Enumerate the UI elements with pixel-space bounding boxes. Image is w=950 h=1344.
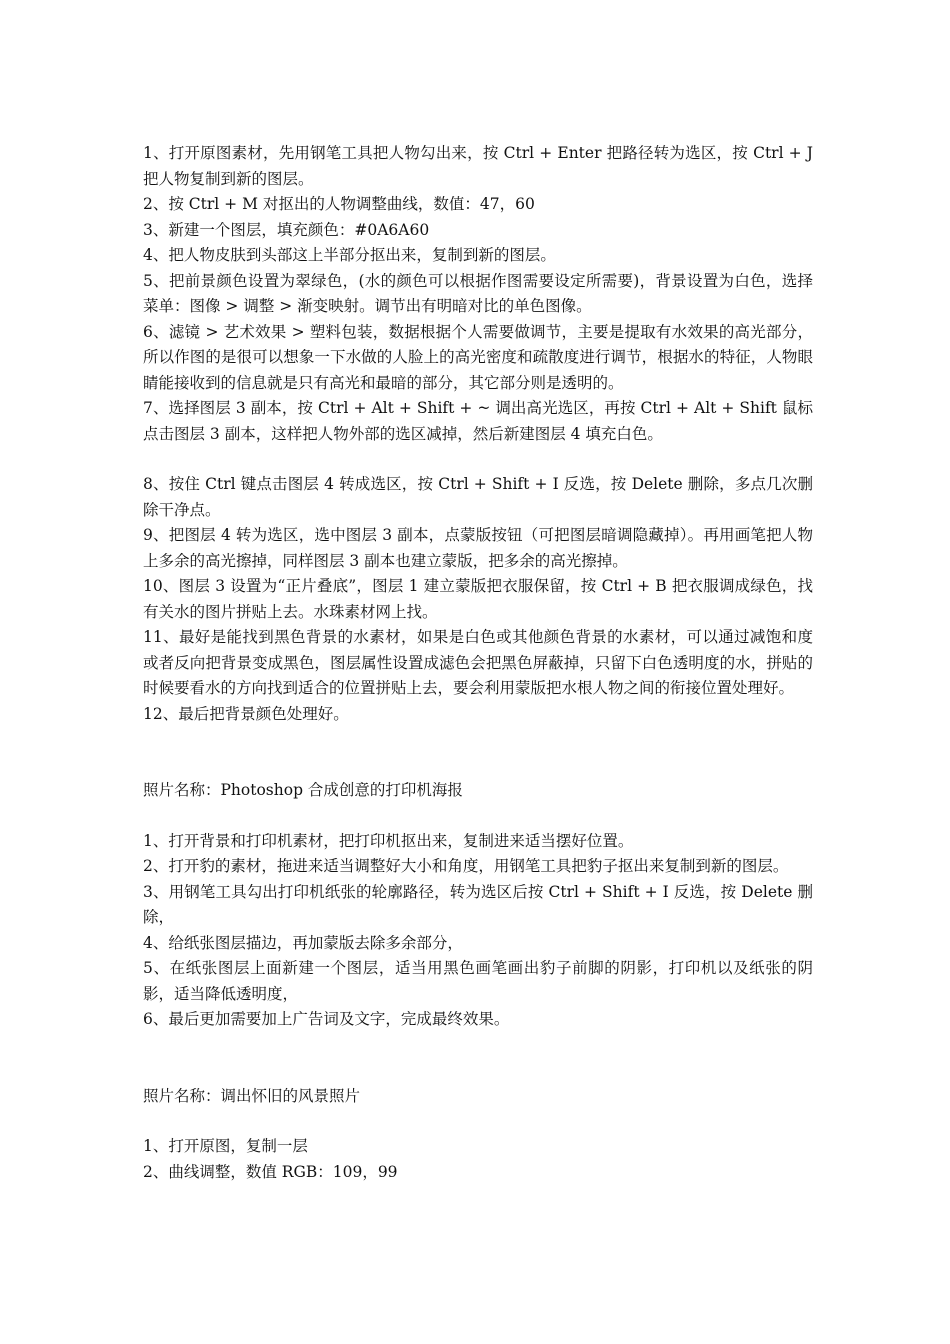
step-paragraph: 2、曲线调整，数值 RGB：109，99 (143, 1162, 398, 1181)
section-title: 照片名称：调出怀旧的风景照片 (143, 1086, 361, 1105)
step-paragraph: 2、打开豹的素材，拖进来适当调整好大小和角度，用钢笔工具把豹子抠出来复制到新的图层。 (143, 857, 789, 875)
step-paragraph: 4、给纸张图层描边，再加蒙版去除多余部分， (143, 933, 463, 952)
step-paragraph: 3、新建一个图层，填充颜色：#0A6A60 (143, 220, 430, 239)
step-paragraph: 12、最后把背景颜色处理好。 (143, 704, 349, 723)
step-paragraph: 6、最后更加需要加上广告词及文字，完成最终效果。 (143, 1010, 510, 1028)
step-paragraph: 4、把人物皮肤到头部这上半部分抠出来，复制到新的图层。 (143, 246, 556, 264)
paragraph-spacer (143, 804, 813, 829)
step-paragraph: 8、按住 Ctrl 键点击图层 4 转成选区，按 Ctrl + Shift + I 反选，按 Delete 删除，多点几次删除干净点。 (143, 475, 813, 519)
step-paragraph: 11、最好是能找到黑色背景的水素材，如果是白色或其他颜色背景的水素材，可以通过减饱和度或者反向把背景变成黑色，图层属性设置成滤色会把黑色屏蔽掉，只留下白色透明度的水，拼贴的时候要看水的方向找到适合的位置拼贴上去，要会利用蒙版把水根人物之间的衔接位置处理好。 (143, 628, 813, 697)
step-paragraph: 2、按 Ctrl + M 对抠出的人物调整曲线，数值：47，60 (143, 195, 535, 213)
step-paragraph: 5、在纸张图层上面新建一个图层，适当用黑色画笔画出豹子前脚的阴影，打印机以及纸张的阴影，适当降低透明度， (143, 959, 813, 1003)
document-body (143, 141, 813, 1185)
step-paragraph: 3、用钢笔工具勾出打印机纸张的轮廓路径，转为选区后按 Ctrl + Shift + I 反选，按 Delete 删除， (143, 882, 813, 926)
step-paragraph: 9、把图层 4 转为选区，选中图层 3 副本，点蒙版按钮（可把图层暗调隐藏掉）。再用画笔把人物上多余的高光擦掉，同样图层 3 副本也建立蒙版，把多余的高光擦掉。 (143, 526, 813, 570)
step-paragraph: 5、把前景颜色设置为翠绿色，(水的颜色可以根据作图需要设定所需要)，背景设置为白色，选择菜单：图像 > 调整 > 渐变映射。调节出有明暗对比的单色图像。 (143, 271, 813, 315)
section-title: 照片名称：Photoshop 合成创意的打印机海报 (143, 781, 463, 799)
section-spacer (143, 1033, 813, 1084)
step-paragraph: 1、打开原图素材，先用钢笔工具把人物勾出来，按 Ctrl + Enter 把路径转为选区，按 Ctrl + J 把人物复制到新的图层。 (143, 144, 813, 188)
step-paragraph: 1、打开背景和打印机素材，把打印机抠出来，复制进来适当摆好位置。 (143, 831, 634, 850)
section-spacer (143, 727, 813, 778)
step-paragraph: 7、选择图层 3 副本，按 Ctrl + Alt + Shift + ~ 调出高光选区，再按 Ctrl + Alt + Shift 鼠标点击图层 3 副本，这样把人物外部的选区减掉，然后新建图层 4 填充白色。 (143, 399, 813, 443)
step-paragraph: 10、图层 3 设置为“正片叠底”，图层 1 建立蒙版把衣服保留，按 Ctrl + B 把衣服调成绿色，找有关水的图片拼贴上去。水珠素材网上找。 (143, 577, 813, 621)
paragraph-spacer (143, 1109, 813, 1134)
step-paragraph: 1、打开原图，复制一层 (143, 1137, 308, 1155)
paragraph-spacer (143, 447, 813, 472)
step-paragraph: 6、滤镜 > 艺术效果 > 塑料包装，数据根据个人需要做调节，主要是提取有水效果的高光部分，所以作图的是很可以想象一下水做的人脸上的高光密度和疏散度进行调节，根据水的特征，人物眼睛能接收到的信息就是只有高光和最暗的部分，其它部分则是透明的。 (143, 322, 813, 392)
